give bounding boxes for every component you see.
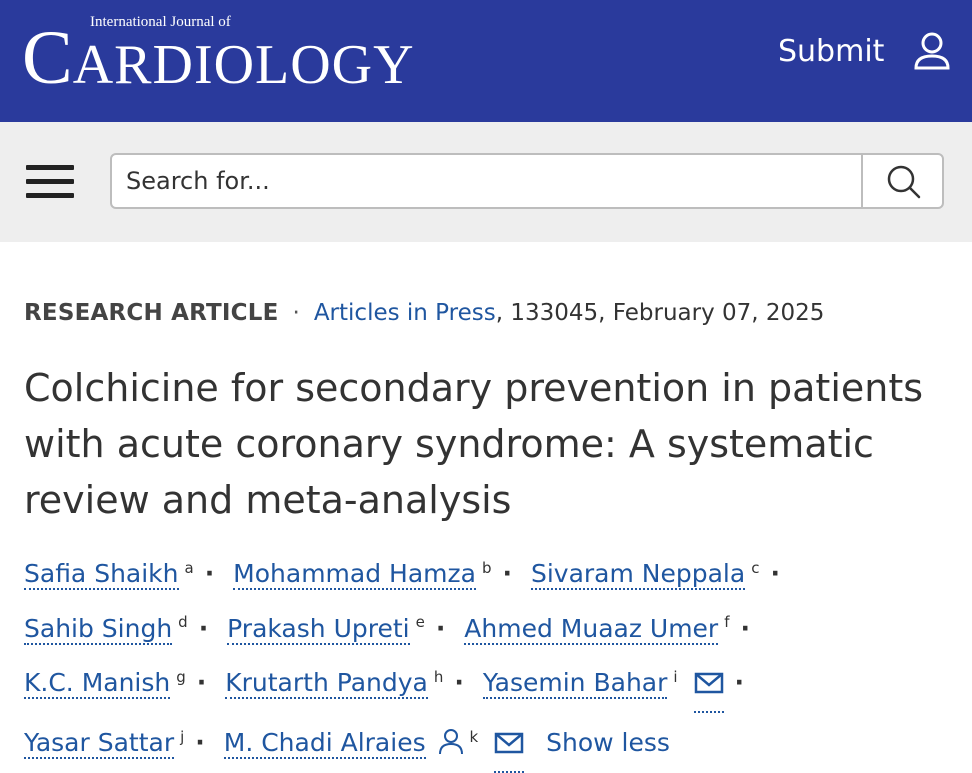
email-icon[interactable] [494, 723, 524, 773]
journal-name-small: International Journal of [90, 14, 231, 30]
author-link[interactable]: Sivaram Neppala [530, 559, 746, 589]
user-account-icon[interactable] [912, 30, 952, 72]
search-button[interactable] [861, 155, 944, 207]
author-separator: · [454, 667, 464, 697]
author-link[interactable]: Yasemin Bahar [482, 667, 668, 697]
author-link[interactable]: Prakash Upreti [227, 613, 410, 643]
affiliation-marker[interactable]: b [481, 559, 492, 577]
author-link[interactable]: Sahib Singh [24, 613, 173, 643]
affiliation-marker[interactable]: f [724, 613, 730, 632]
affiliation-marker[interactable]: j [180, 727, 185, 746]
meta-separator: · [292, 300, 300, 326]
author-separator: · [740, 613, 750, 643]
search-form [110, 153, 944, 209]
author-link[interactable]: Yasar Sattar [24, 728, 175, 758]
author-link[interactable]: Safia Shaikh [24, 559, 179, 589]
email-icon[interactable] [694, 663, 724, 713]
submit-link[interactable]: Submit [778, 34, 885, 69]
site-header [0, 0, 972, 122]
logo-initial: C [22, 16, 73, 100]
article-title: Colchicine for secondary prevention in patients with acute coronary syndrome: A systematic review and meta-analysis [24, 366, 924, 522]
author-link[interactable]: Mohammad Hamza [233, 559, 476, 589]
author-separator: · [435, 613, 446, 643]
author-separator: · [195, 728, 205, 758]
search-icon [863, 155, 943, 207]
affiliation-marker[interactable]: k [469, 727, 479, 746]
author-separator: · [196, 667, 207, 697]
corresponding-author-icon [438, 723, 464, 771]
menu-icon[interactable] [26, 161, 76, 201]
author-link[interactable]: Krutarth Pandya [225, 667, 428, 697]
author-separator: · [770, 559, 780, 589]
articles-in-press-link[interactable]: Articles in Press [313, 300, 496, 326]
author-link[interactable]: Ahmed Muaaz Umer [464, 613, 719, 643]
article-meta [24, 300, 824, 326]
affiliation-marker[interactable]: i [673, 667, 678, 686]
affiliation-marker[interactable]: c [751, 559, 760, 577]
author-separator: · [204, 559, 215, 589]
author-link[interactable]: M. Chadi Alraies [223, 728, 426, 758]
article-details: , 133045, February 07, 2025 [495, 300, 825, 326]
author-list [24, 544, 954, 773]
author-link[interactable]: K.C. Manish [24, 667, 171, 697]
logo-rest: ARDIOLOGY [72, 34, 415, 96]
search-input[interactable] [112, 155, 860, 207]
affiliation-marker[interactable]: e [415, 613, 425, 632]
affiliation-marker[interactable]: d [178, 613, 188, 632]
author-separator: · [198, 613, 209, 643]
affiliation-marker[interactable]: h [433, 667, 444, 686]
author-separator: · [734, 667, 745, 697]
author-separator: · [502, 559, 512, 589]
journal-logo[interactable] [22, 18, 415, 105]
affiliation-marker[interactable]: g [176, 667, 186, 686]
show-less-link[interactable]: Show less [546, 728, 670, 758]
affiliation-marker[interactable]: a [184, 559, 194, 577]
article-type: RESEARCH ARTICLE [24, 300, 279, 326]
